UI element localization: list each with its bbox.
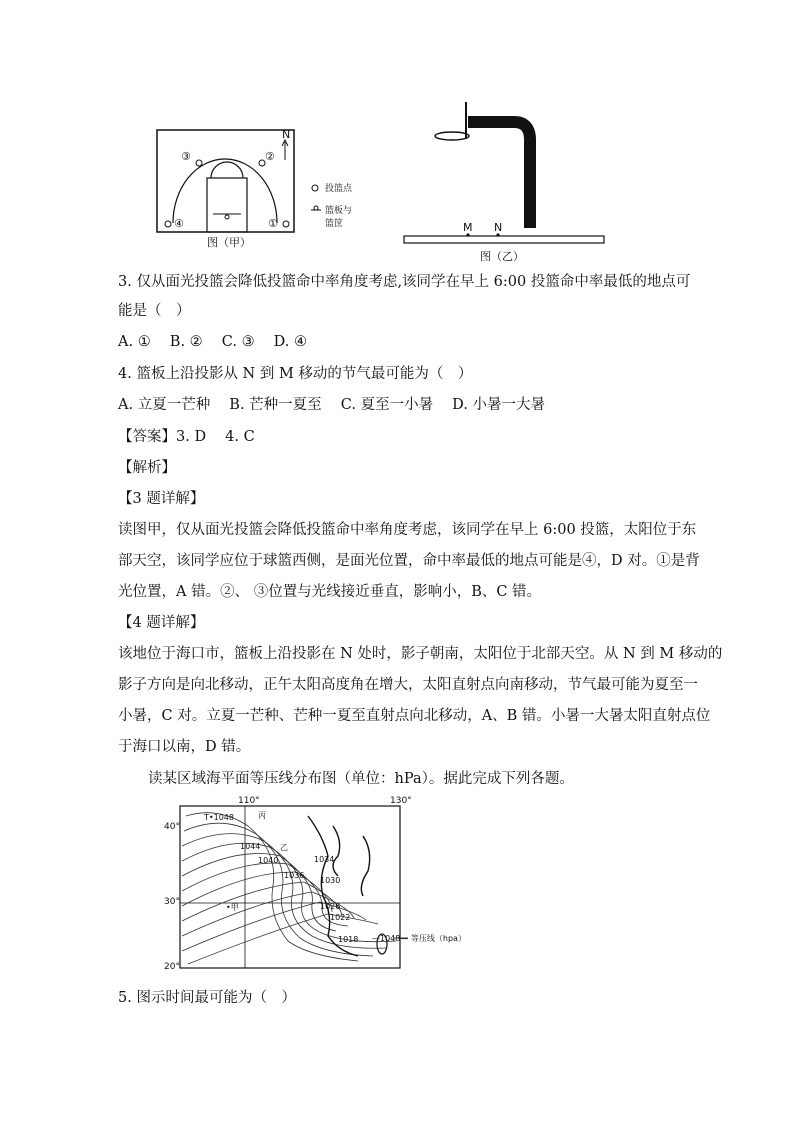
isobar-label-1030: 1030 xyxy=(320,876,341,885)
isobar-label-1034: 1034 xyxy=(314,855,335,864)
d4-line4: 于海口以南，D 错。 xyxy=(118,739,251,755)
q5-line1: 5. 图示时间最可能为（ ） xyxy=(118,990,296,1006)
d3-title: 【3 题详解】 xyxy=(118,491,205,507)
answer: 【答案】3. D 4. C xyxy=(118,429,255,445)
isobar-label-1018: 1018 xyxy=(338,935,359,944)
point-2-label: ② xyxy=(265,150,275,163)
q3-line2: 能是（ ） xyxy=(118,303,191,319)
d3-line3: 光位置，A 错。②、 ③位置与光线接近垂直，影响小，B、C 错。 xyxy=(118,584,542,600)
north-label: N xyxy=(282,128,291,141)
hoop-figure xyxy=(402,100,612,265)
d3-line2: 部天空，该同学应位于球篮西侧，是面光位置，命中率最低的地点可能是④，D 对。①是背 xyxy=(118,553,700,569)
d4-line1: 该地位于海口市，篮板上沿投影在 N 处时，影子朝南，太阳位于北部天空。从 N 到 M 移动的 xyxy=(118,646,723,662)
hoop-caption: 图（乙） xyxy=(480,250,524,263)
q4-options: A. 立夏一芒种 B. 芒种一夏至 C. 夏至一小暑 D. 小暑一大暑 xyxy=(118,397,546,413)
q3-options: A. ① B. ② C. ③ D. ④ xyxy=(118,334,308,350)
d4-line2: 影子方向是向北移动，正午太阳高度角在增大，太阳直射点向南移动，节气最可能为夏至一 xyxy=(118,677,698,693)
n-label: N xyxy=(494,221,503,234)
q4-line1: 4. 篮板上沿投影从 N 到 M 移动的节气最可能为（ ） xyxy=(118,366,473,382)
lat-40-label: 40° xyxy=(164,822,180,832)
isobar-legend: —1048— 等压线（hpa） xyxy=(372,934,466,943)
isobar-label-1022: 1022 xyxy=(330,913,351,922)
lat-30-label: 30° xyxy=(164,897,180,907)
court-caption: 图（甲） xyxy=(207,236,251,249)
m-label: M xyxy=(463,221,473,234)
d3-line1: 读图甲，仅从面光投篮会降低投篮命中率角度考虑，该同学在早上 6:00 投篮，太阳位于东 xyxy=(118,522,697,538)
isobar-label-1048: T•1048 xyxy=(204,813,234,822)
point-4-label: ④ xyxy=(174,217,184,230)
point-3-label: ③ xyxy=(181,150,191,163)
d4-title: 【4 题详解】 xyxy=(118,615,205,631)
analysis-title: 【解析】 xyxy=(118,460,176,476)
d4-line3: 小暑，C 对。立夏一芒种、芒种一夏至直射点向北移动，A、B 错。小暑一大暑太阳直射点位 xyxy=(118,708,711,724)
lon-130-label: 130° xyxy=(390,796,412,806)
isobar-label-1036: 1036 xyxy=(284,871,305,880)
isobar-label-bing: 丙 xyxy=(258,811,266,820)
intro-text: 读某区域海平面等压线分布图（单位：hPa）。据此完成下列各题。 xyxy=(148,771,574,787)
isobar-label-jia: •甲 xyxy=(226,903,239,912)
isobar-label-1044: 1044 xyxy=(240,842,261,851)
point-1-label: ① xyxy=(268,217,278,230)
isobar-label-1026: 1026 xyxy=(320,902,341,911)
isobar-map xyxy=(158,796,488,978)
legend-board-label: 篮板与篮筐 xyxy=(325,206,353,229)
legend-shoot-label: 投篮点 xyxy=(325,184,353,194)
lat-20-label: 20° xyxy=(164,962,180,972)
isobar-label-yi: 乙 xyxy=(280,843,288,852)
lon-110-label: 110° xyxy=(238,796,260,806)
isobar-label-1040: 1040 xyxy=(258,856,279,865)
q3-line1: 3. 仅从面光投篮会降低投篮命中率角度考虑,该同学在早上 6:00 投篮命中率最低的地点可 xyxy=(118,274,691,290)
court-figure xyxy=(155,128,355,250)
